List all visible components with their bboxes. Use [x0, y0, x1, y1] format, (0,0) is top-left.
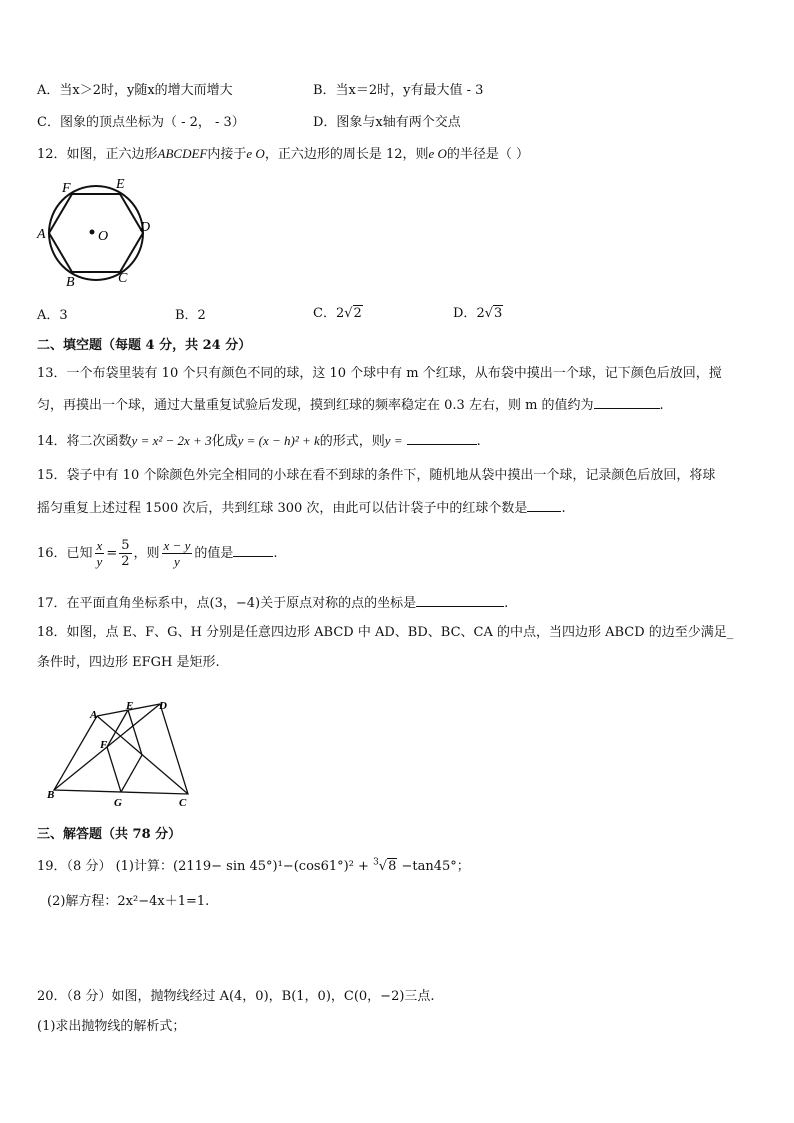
q16-end: . — [273, 546, 278, 561]
label-f: F — [62, 181, 71, 196]
q11-option-a: A．当x＞2时，y随x的增大而增大 — [37, 83, 233, 98]
q17-line — [37, 593, 508, 613]
q16-fraction-x-over-y — [95, 538, 105, 569]
cube-root-radicand: 8 — [388, 859, 397, 874]
q12-option-d-radicand: 3 — [494, 306, 503, 321]
hexagon-circle-figure — [34, 172, 164, 290]
hexagon-abcdef — [49, 194, 143, 272]
q15-line-2 — [37, 498, 566, 518]
fraction-numerator: 5 — [121, 538, 130, 553]
q11-option-b: B．当x＝2时，y有最大值 - 3 — [313, 83, 484, 98]
q13-line-2 — [37, 395, 664, 415]
q16-text-c: 的值是 — [194, 546, 234, 561]
segment-fg — [107, 747, 121, 792]
label-c: C — [179, 797, 187, 809]
q14-text-b: 化成 — [211, 434, 238, 449]
q14-end: . — [476, 434, 481, 449]
section-2-heading: 二、填空题（每题 4 分，共 24 分） — [37, 338, 252, 353]
q12-option-d-coef: 2 — [476, 306, 485, 321]
q14-line — [37, 431, 481, 451]
q16-fraction-x-minus-y-over-y — [162, 538, 193, 569]
q14-text-c: 的形式，则 — [319, 434, 385, 449]
q12-stem-c: ，正六边形的周长是 12，则 — [264, 147, 429, 162]
circle-o — [49, 186, 143, 280]
q16-line — [37, 537, 278, 571]
q15-line-2-text: 摇匀重复上述过程 1500 次后，共到红球 300 次，由此可以估计袋子中的红球个数是 — [37, 501, 528, 516]
q12-option-d — [453, 305, 503, 323]
q12-stem-d: 的半径是（ ） — [446, 147, 530, 162]
q17-end: . — [504, 596, 509, 611]
label-a: A — [37, 227, 46, 242]
label-b: B — [66, 275, 75, 290]
fraction-denominator: y — [96, 554, 103, 569]
label-e: E — [116, 177, 125, 192]
fraction-denominator: 2 — [121, 554, 130, 569]
q14-answer-blank — [407, 431, 477, 445]
q12-stem-a: 12．如图，正六边形 — [37, 147, 158, 162]
segment-gh — [121, 755, 142, 792]
q13-line-2-text: 匀，再摸出一个球，通过大量重复试验后发现，摸到红球的频率稳定在 0.3 左右，则 m 的值约为 — [37, 398, 594, 413]
sqrt-sign: √8 — [378, 859, 397, 874]
q18-line-1: 18．如图，点 E、F、G、H 分别是任意四边形 ABCD 中 AD、BD、BC、CA 的中点，当四边形 ABCD 的边至少满足_ — [37, 625, 734, 640]
center-point-o — [90, 230, 95, 235]
q12-option-c-label: C． — [313, 306, 336, 321]
q12-circle-name-2: e O — [428, 146, 447, 161]
q15-line-1: 15．袋子中有 10 个除颜色外完全相同的小球在看不到球的条件下，随机地从袋中摸出一个球，记录颜色后放回，将球 — [37, 468, 716, 483]
q20-line-1: 20．（8 分）如图，抛物线经过 A(4，0)，B(1，0)，C(0，−2)三点. — [37, 989, 435, 1004]
q12-option-d-label: D． — [453, 306, 477, 321]
q14-formula-2: y = (x − h)² + k — [237, 433, 320, 448]
sqrt-sign: √2 — [344, 306, 362, 321]
q16-fraction-5-over-2 — [119, 538, 131, 569]
q19-line-1 — [37, 858, 470, 876]
q11-option-c: C．图象的顶点坐标为（ - 2， - 3） — [37, 115, 245, 130]
fraction-numerator: x − y — [163, 538, 191, 553]
q15-end: . — [561, 501, 566, 516]
q13-line-1: 13．一个布袋里装有 10 个只有颜色不同的球，这 10 个球中有 m 个红球，从布袋中摸出一个球，记下颜色后放回，搅 — [37, 366, 722, 381]
q15-answer-blank — [527, 498, 561, 512]
label-b: B — [47, 789, 55, 801]
segment-ef — [107, 710, 128, 747]
q16-equals: = — [106, 546, 118, 561]
label-d: D — [159, 700, 167, 712]
q19-expression-a: 19．（8 分） (1)计算：(2119− sin 45°)¹−(cos61°)² + — [37, 859, 374, 874]
q14-formula-3: y = — [384, 433, 403, 448]
q14-text-a: 14．将二次函数 — [37, 434, 132, 449]
q12-polygon-name: ABCDEF — [157, 146, 208, 161]
label-c: C — [118, 271, 128, 286]
q19-expression-b: −tan45°； — [397, 859, 470, 874]
label-g: G — [114, 797, 122, 809]
label-a: A — [90, 709, 98, 721]
label-o: O — [98, 229, 109, 244]
q20-line-2: (1)求出抛物线的解析式； — [37, 1019, 186, 1034]
q12-stem-b: 内接于 — [207, 147, 247, 162]
sqrt-sign: √3 — [484, 306, 503, 321]
q13-end: . — [659, 398, 664, 413]
fraction-numerator: x — [96, 538, 103, 553]
q11-option-d: D．图象与x轴有两个交点 — [313, 115, 461, 130]
q18-line-2: 条件时，四边形 EFGH 是矩形. — [37, 655, 220, 670]
q13-answer-blank — [594, 395, 660, 409]
q16-text-a: 16．已知 — [37, 546, 93, 561]
q17-answer-blank — [416, 593, 504, 607]
quadrilateral-abcd — [54, 704, 188, 794]
fraction-denominator: y — [174, 554, 180, 569]
q16-text-b: ，则 — [133, 546, 160, 561]
q14-formula-1: y = x² − 2x + 3 — [131, 433, 212, 448]
q12-option-b: B．2 — [175, 308, 206, 323]
cube-root-index: 3 — [373, 857, 379, 868]
q12-option-c — [313, 305, 363, 323]
q12-option-a: A．3 — [37, 308, 68, 323]
diagonal-ac — [97, 716, 188, 794]
q12-circle-name: e O — [246, 146, 265, 161]
label-d: D — [140, 220, 151, 235]
quadrilateral-figure — [42, 694, 202, 812]
label-e: E — [126, 700, 134, 712]
q12-option-c-radicand: 2 — [353, 306, 362, 321]
q12-option-c-coef: 2 — [335, 306, 345, 321]
q12-stem — [37, 145, 529, 164]
section-3-heading: 三、解答题（共 78 分） — [37, 827, 182, 842]
q19-line-2: (2)解方程：2x²−4x＋1=1. — [47, 894, 210, 909]
q16-answer-blank — [233, 543, 273, 557]
label-f: F — [100, 739, 108, 751]
q17-text: 17．在平面直角坐标系中，点(3，−4)关于原点对称的点的坐标是 — [37, 596, 417, 611]
